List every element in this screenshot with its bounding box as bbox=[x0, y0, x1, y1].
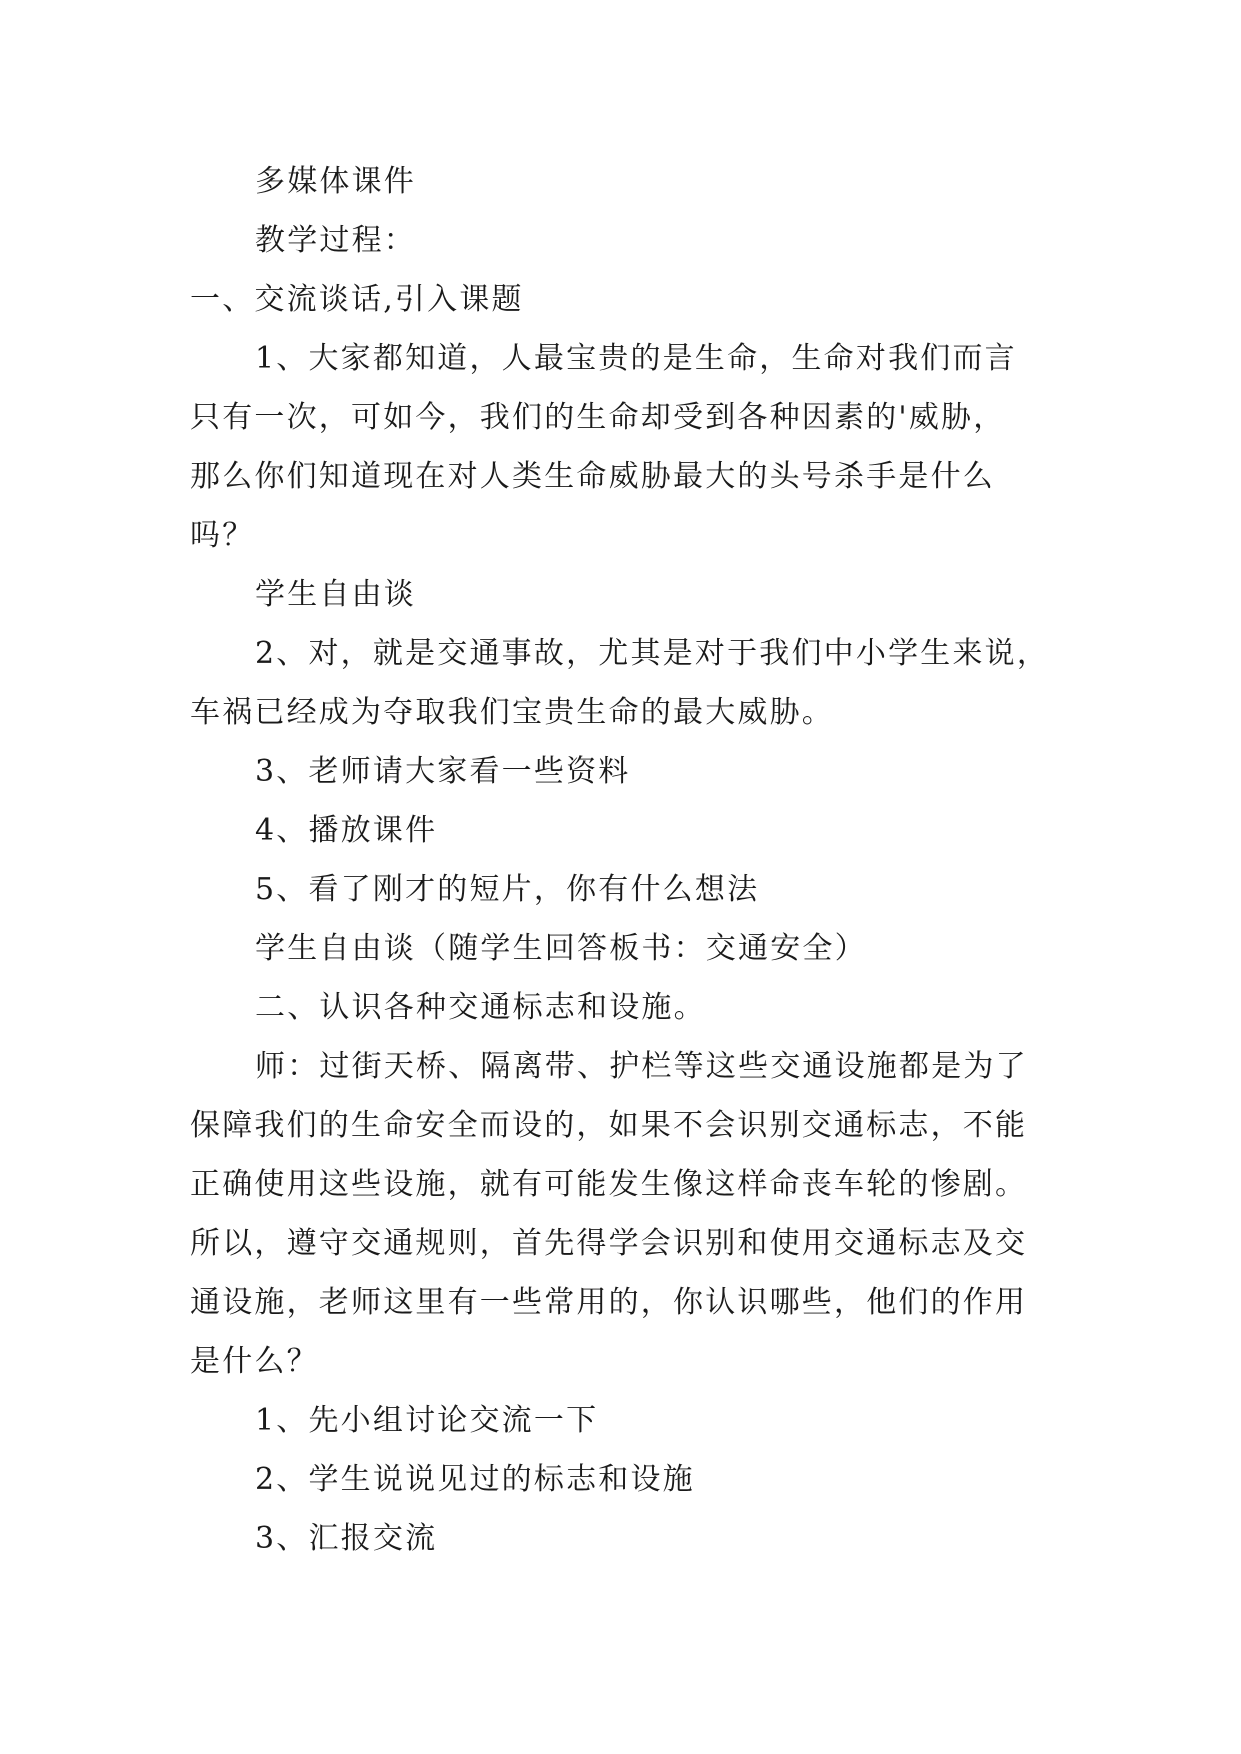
text-line: 只有一次，可如今，我们的生命却受到各种因素的'威胁， bbox=[190, 400, 1006, 435]
text-line: 学生自由谈（随学生回答板书：交通安全） bbox=[255, 931, 867, 966]
section-heading: 二、认识各种交通标志和设施。 bbox=[255, 990, 706, 1025]
text-line: 是什么？ bbox=[190, 1344, 319, 1379]
text-line: 师：过街天桥、隔离带、护栏等这些交通设施都是为了 bbox=[255, 1049, 1028, 1084]
text-line: 所以，遵守交通规则，首先得学会识别和使用交通标志及交 bbox=[190, 1226, 1028, 1261]
text-line: 1、大家都知道，人最宝贵的是生命，生命对我们而言 bbox=[255, 341, 1017, 376]
text-line: 2、学生说说见过的标志和设施 bbox=[255, 1462, 695, 1497]
text-line: 5、看了刚才的短片，你有什么想法 bbox=[255, 872, 760, 907]
text-line: 2、对，就是交通事故，尤其是对于我们中小学生来说， bbox=[255, 636, 1050, 671]
text-line: 通设施，老师这里有一些常用的，你认识哪些，他们的作用 bbox=[190, 1285, 1028, 1320]
text-line: 保障我们的生命安全而设的，如果不会识别交通标志，不能 bbox=[190, 1108, 1028, 1143]
text-line: 正确使用这些设施，就有可能发生像这样命丧车轮的惨剧。 bbox=[190, 1167, 1028, 1202]
text-line: 那么你们知道现在对人类生命威胁最大的头号杀手是什么 bbox=[190, 459, 995, 494]
text-line: 教学过程： bbox=[255, 223, 416, 258]
text-line: 车祸已经成为夺取我们宝贵生命的最大威胁。 bbox=[190, 695, 834, 730]
text-line: 多媒体课件 bbox=[255, 164, 416, 199]
text-line: 1、先小组讨论交流一下 bbox=[255, 1403, 599, 1438]
text-line: 吗？ bbox=[190, 518, 255, 553]
text-line: 学生自由谈 bbox=[255, 577, 416, 612]
text-line: 3、老师请大家看一些资料 bbox=[255, 754, 631, 789]
section-heading: 一、交流谈话,引入课题 bbox=[190, 282, 524, 317]
text-line: 3、汇报交流 bbox=[255, 1521, 438, 1556]
text-line: 4、播放课件 bbox=[255, 813, 438, 848]
